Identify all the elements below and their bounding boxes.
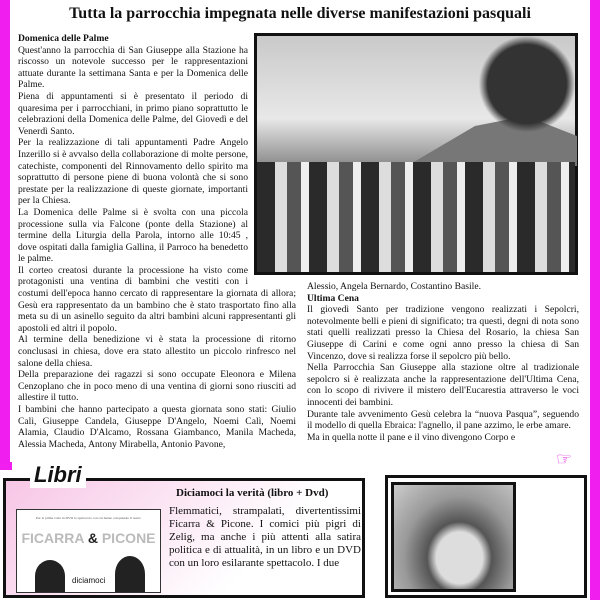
- cover-name-a: FICARRA: [21, 530, 84, 546]
- paragraph: Ma in quella notte il pane e il vino divengono Corpo e: [307, 431, 516, 443]
- cover-person-right: [115, 556, 145, 592]
- libri-logo: Libri: [30, 462, 86, 488]
- photo-tree: [477, 36, 577, 156]
- paragraph: Della preparazione dei ragazzi si sono occupate Eleonora e Milena Cenzoplano che in poco meno di una ventina di giorni sono riusciti ad allestire il tutto.: [18, 369, 296, 404]
- right-magenta-border: [590, 0, 600, 600]
- page-title: Tutta la parrocchia impegnata nelle diverse manifestazioni pasquali: [69, 5, 531, 22]
- article-column-right: [307, 281, 579, 443]
- paragraph: I bambini che hanno partecipato a questa giornata sono stati: Giulio Calì, Giuseppe Candela, Giuseppe D'Angelo, Noemi Calì, Noemi Alamia, Claudio D'Alcamo, Rossana Giambanco, Manila Macheda, Alessia Macheda, Antony Mirabella, Antonio Pavone,: [18, 404, 296, 450]
- book-title: Diciamoci la verità (libro + Dvd): [176, 487, 329, 499]
- cover-amp: &: [87, 530, 98, 546]
- books-box: [3, 478, 365, 598]
- cover-tagline: Per la prima volta in DVD lo spettacolo con cui hanno conquistato il teatro: [36, 516, 141, 520]
- left-magenta-corner: [0, 462, 12, 470]
- paragraph: Al termine della benedizione vi è stata la processione di ritorno conclusasi in chiesa, dove era stato allestito un piccolo rinfresco nel salone della chiesa.: [18, 334, 296, 369]
- paragraph: La Domenica delle Palme si è svolta con una piccola processione sulla via Falcone (ponte della Stazione) al termine della Liturgia della Parola, intorno alle 10:45 , dove ospitati dalla famiglia Gallina, il Parroco ha benedetto le palme.: [18, 206, 248, 265]
- cover-name-b: PICONE: [101, 530, 156, 546]
- paragraph: Il giovedì Santo per tradizione vengono realizzati i Sepolcri, notevolmente belli e pieni di significato; tra questi, degni di nota sono stati quelli realizzati presso la Chiesa del Rosario, la chiesa San Giuseppe di Carini e come ogni anno presso la chiesa di San Vincenzo, dove si realizza forse il sepolcro più bello.: [307, 304, 579, 362]
- section-title-ultima-cena: Ultima Cena: [307, 292, 359, 304]
- paragraph: Il corteo creatosi durante la processione ha visto come protagonisti una ventina di bambini che vestiti con i costumi dell'epoca hanno cercato di rappresentare la giornata di allora; Gesù era rappresentato da un bambino che è stato trasportato fino alla meta su di un asinello seguito da altri bambini alcuni rappresentanti gli apostoli ed altri il popolo.: [18, 264, 296, 334]
- names-continuation: Alessio, Angela Bernardo, Costantino Basile.: [307, 281, 481, 292]
- procession-photo: [254, 33, 578, 275]
- pointing-hand-icon: ☞: [556, 449, 573, 469]
- cover-person-left: [35, 560, 65, 592]
- paragraph: Quest'anno la parrocchia di San Giuseppe alla Stazione ha riscosso un notevole successo per le rappresentazioni attuate durante la settimana Santa e per la Domenica delle Palme.: [18, 44, 248, 91]
- left-magenta-border: [0, 0, 10, 470]
- portrait-photo: [391, 482, 516, 592]
- portrait-box: [385, 475, 587, 598]
- paragraph: Durante tale avvenimento Gesù celebra la “nuova Pasqua”, seguendo il modello di quella Ebraica: l'agnello, il pane azzimo, le erbe amare.: [307, 408, 579, 432]
- book-description: Flemmatici, strampalati, divertentissimi Ficarra & Picone. I comici più pigri di Zelig, ma anche i più attenti alla satira politica e di attualità, in un libro e un DVD con un loro esilarante spettacolo. I due: [169, 505, 361, 569]
- cover-title: [17, 530, 160, 546]
- cover-subtitle: diciamoci: [72, 576, 106, 585]
- paragraph: Nella Parrocchia San Giuseppe alla stazione oltre al tradizionale sepolcro si è realizzata anche la rappresentazione dell'Ultima Cena, con lo scopo di rivivere il mistero dell'Eucarestia attraverso le voci innocenti dei bambini.: [307, 362, 579, 408]
- paragraph: Per la realizzazione di tali appuntamenti Padre Angelo Inzerillo si è avvalso della collaborazione di molte persone, catechiste, componenti del Rinnovamento dello spirito ma soprattutto di persone piene di buona volontà che si sono prestate per la realizzazione di queste giornate, importanti per la Chiesa.: [18, 137, 248, 207]
- paragraph: Piena di appuntamenti si è presentato il periodo di quaresima per i parrocchiani, in primo piano soprattutto le celebrazioni della Domenica delle Palme, del Giovedì e del Venerdì Santo.: [18, 90, 248, 137]
- book-cover: [16, 509, 161, 593]
- section-title-palme: Domenica delle Palme: [18, 33, 109, 44]
- photo-crowd: [257, 162, 575, 272]
